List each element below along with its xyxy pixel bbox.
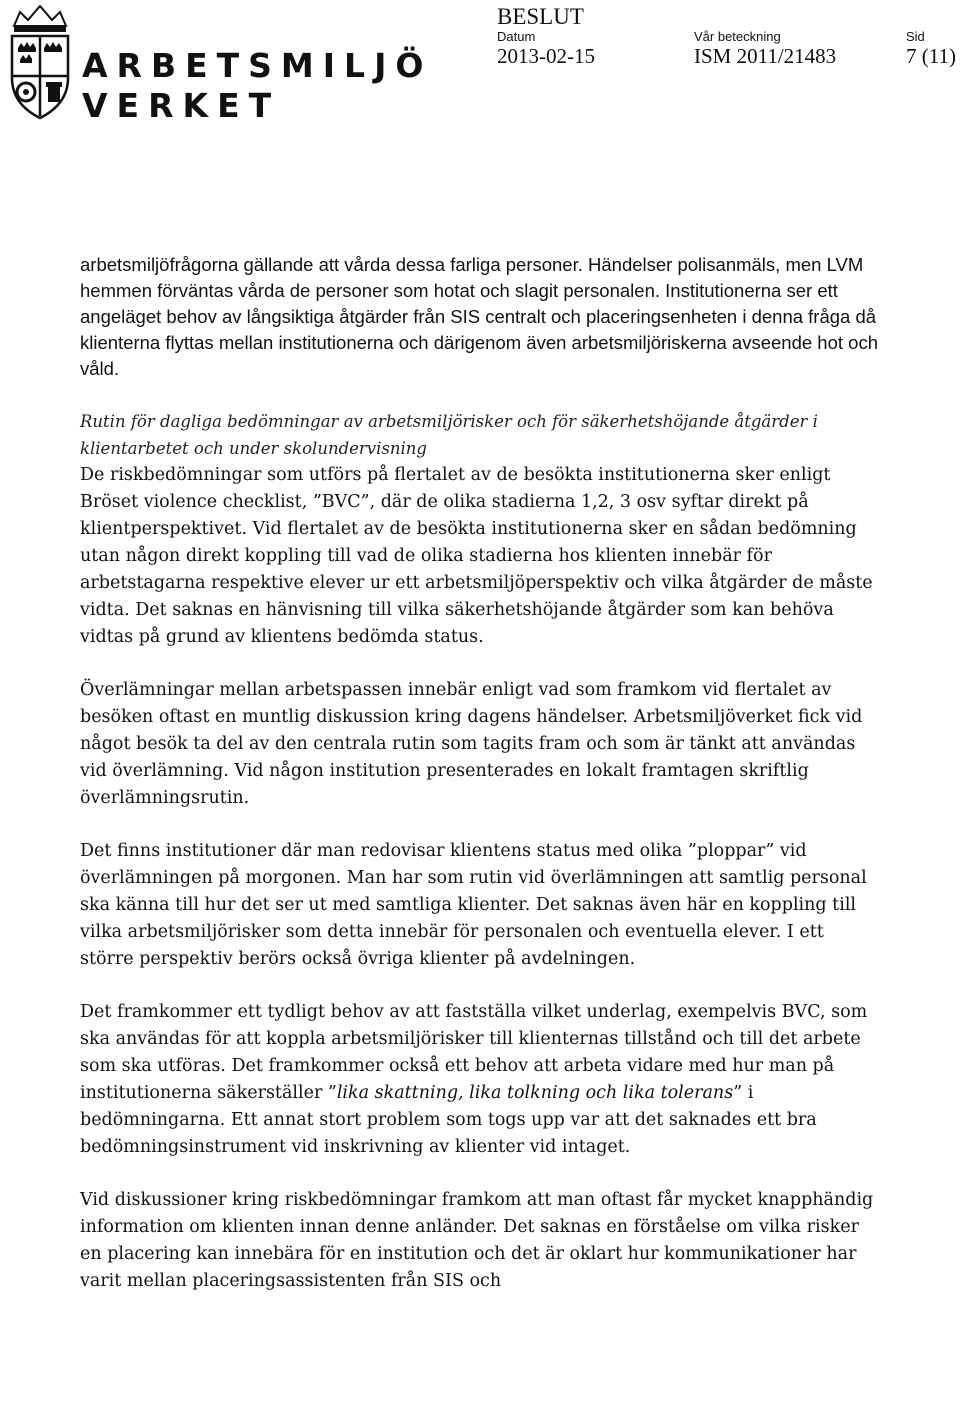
document-body <box>80 252 880 1295</box>
paragraph-2: De riskbedömningar som utförs på flertalet av de besökta institutionerna sker enligt Bröset violence checklist, ”BVC”, där de olika stadierna 1,2, 3 osv syftar direkt på klientperspektivet. Vid flertalet av de besökta institutionerna sker en sådan bedömning utan någon direkt koppling till vad de olika stadierna hos klienten innebär för arbetstagarna respektive elever ur ett arbetsmiljöperspektiv och vilka åtgärder de måste vidta. Det saknas en hänvisning till vilka säkerhetshöjande åtgärder som kan behöva vidtas på grund av klientens bedömda status. <box>80 465 873 647</box>
paragraph-1: arbetsmiljöfrågorna gällande att vårda dessa farliga personer. Händelser polisanmäls, men LVM hemmen förväntas vårda de personer som hotat och slagit personalen. Institutionerna ser ett angeläget behov av långsiktiga åtgärder från SIS centralt och placeringsenheten i denna fråga då klienterna flyttas mellan institutionerna och därigenom även arbetsmiljöriskerna avseende hot och våld. <box>80 254 878 379</box>
page-value: 7 (11) <box>906 44 956 68</box>
paragraph-5-part-b: ” i bedömningarna. Ett annat stort problem som togs upp var att det saknades ett bra bedömningsinstrument vid inskrivning av klienter vid intaget. <box>80 1083 817 1157</box>
document-type: BESLUT <box>497 4 584 29</box>
reference-value: ISM 2011/21483 <box>694 44 837 68</box>
paragraph-4: Det finns institutioner där man redovisar klientens status med olika ”ploppar” vid överlämningen på morgonen. Man har som rutin vid överlämningen att samtlig personal ska känna till hur det ser ut med samtliga klienter. Det saknas även här en koppling till vilka arbetsmiljörisker som detta innebär för personalen och eventuella elever. I ett större perspektiv berörs också övriga klienter på avdelningen. <box>80 841 867 969</box>
section-heading: Rutin för dagliga bedömningar av arbetsmiljörisker och för säkerhetshöjande åtgärder i klientarbetet och under skolundervisning <box>80 412 818 458</box>
paragraph-5 <box>80 999 880 1161</box>
date-label: Datum <box>497 29 536 44</box>
paragraph-5-part-a: Det framkommer ett tydligt behov av att fastställa vilket underlag, exempelvis BVC, som ska användas för att koppla arbetsmiljörisker till klienternas tillstånd och till det arbete som ska utföras. Det framkommer också ett behov att arbeta vidare med hur man på institutionerna säkerställer ” <box>80 1002 868 1103</box>
reference-label: Vår beteckning <box>694 29 781 44</box>
agency-logo <box>0 0 433 125</box>
paragraph-6: Vid diskussioner kring riskbedömningar framkom att man oftast får mycket knapphändig information om klienten innan denne anländer. Det saknas en förståelse om vilka risker en placering kan innebära för en institution och det är oklart hur kommunikationer har varit mellan placeringsassistenten från SIS och <box>80 1190 874 1291</box>
paragraph-5-emphasis: lika skattning, lika tolkning och lika tolerans <box>336 1083 734 1103</box>
logo-text-line2: VERKET <box>82 86 281 125</box>
page-label: Sid <box>906 29 925 44</box>
date-value: 2013-02-15 <box>497 44 595 68</box>
logo-text-line1: ARBETSMILJÖ <box>82 46 433 85</box>
paragraph-3: Överlämningar mellan arbetspassen innebär enligt vad som framkom vid flertalet av besöken oftast en muntlig diskussion kring dagens händelser. Arbetsmiljöverket fick vid något besök ta del av den centrala rutin som tagits fram och som är tänkt att användas vid överlämning. Vid någon institution presenterades en lokalt framtagen skriftlig överlämningsrutin. <box>80 680 863 808</box>
coat-of-arms-icon <box>4 4 76 122</box>
